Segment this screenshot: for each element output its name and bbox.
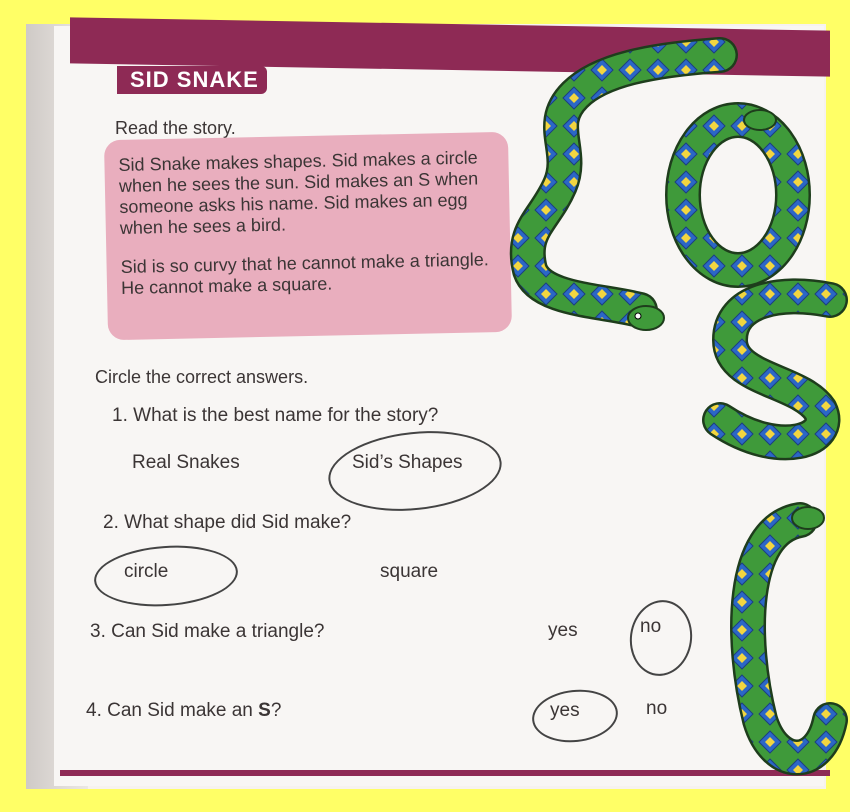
q4-option-1[interactable]: yes	[550, 700, 580, 721]
question-text: 4. Can Sid make an S?	[86, 700, 282, 721]
q2-option-2[interactable]: square	[380, 561, 439, 582]
q4-option-2[interactable]: no	[646, 698, 668, 719]
story-paragraph-1: Sid Snake makes shapes. Sid makes a circle when he sees the sun. Sid makes an S when someone asks his name. Sid makes an egg when he sees a bird.	[118, 147, 479, 238]
question-text: What shape did Sid make?	[124, 512, 352, 533]
question-text: Can Sid make a triangle?	[111, 621, 325, 642]
q1-option-1[interactable]: Real Snakes	[132, 452, 240, 473]
snake-head	[628, 306, 664, 330]
question-number: 2.	[103, 512, 119, 533]
q3-option-1[interactable]: yes	[548, 620, 578, 641]
q3-option-2[interactable]: no	[640, 616, 662, 637]
question-text: What is the best name for the story?	[133, 405, 439, 426]
q2-option-1[interactable]: circle	[124, 561, 169, 582]
question-number: 3.	[90, 621, 106, 642]
answer-prompt: Circle the correct answers.	[95, 367, 309, 387]
story-paragraph-2: Sid is so curvy that he cannot make a triangle. He cannot make a square.	[120, 249, 490, 298]
q1-option-2[interactable]: Sid’s Shapes	[352, 452, 463, 473]
page-title: SID SNAKE	[130, 67, 259, 92]
instruction-text: Read the story.	[115, 118, 236, 138]
question-number: 1.	[112, 405, 128, 426]
